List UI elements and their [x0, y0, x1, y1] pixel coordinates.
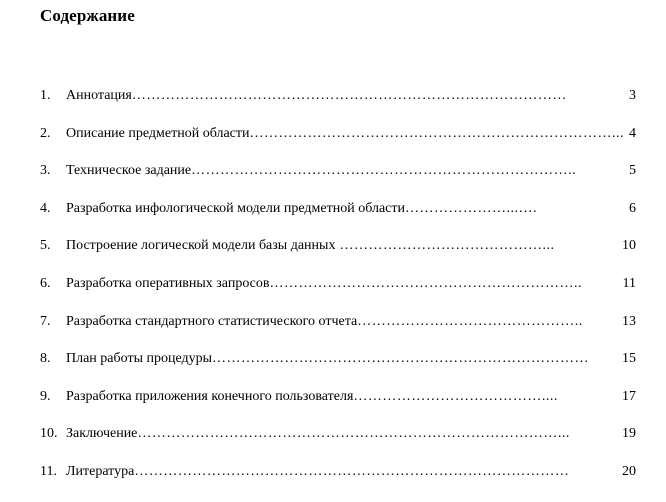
toc-entry	[40, 351, 636, 389]
toc-entry-page: 13	[622, 313, 636, 329]
toc-entry-page: 6	[629, 200, 636, 216]
toc-entry-leader: ……………………………………………………………………………...	[137, 426, 570, 442]
toc-entry	[40, 88, 636, 126]
toc-entry	[40, 314, 636, 352]
toc-entry-leader: ………………………………………………………………………………	[134, 463, 570, 479]
toc-entry-label: Разработка оперативных запросов	[66, 275, 270, 291]
toc-entry-label: План работы процедуры	[66, 351, 213, 367]
toc-entry	[40, 201, 636, 239]
toc-entry-leader: ………………………………………………………..	[269, 275, 583, 291]
toc-entry	[40, 126, 636, 164]
toc-entry-number: 3.	[40, 163, 51, 179]
toc-entry-leader: ………………………………………..	[357, 313, 583, 329]
document-title: Содержание	[40, 6, 135, 25]
toc-entry-label: Описание предметной области	[66, 125, 250, 141]
toc-entry-page: 15	[622, 351, 636, 367]
toc-entry-number: 6.	[40, 275, 51, 291]
toc-entry	[40, 276, 636, 314]
toc-entry-label: Разработка стандартного статистического отчета	[66, 313, 358, 329]
toc-entry-number: 1.	[40, 88, 51, 103]
toc-entry-number: 7.	[40, 313, 51, 329]
toc-entry-page: 11	[622, 275, 636, 291]
toc-entry-label: Техническое задание	[66, 163, 192, 179]
toc-entry-page: 17	[622, 388, 636, 404]
toc-entry-number: 10.	[40, 426, 58, 442]
toc-entry-number: 11.	[40, 463, 57, 479]
toc-entry-page: 20	[622, 463, 636, 479]
toc-entry-leader: …………………………………………………………………...	[249, 125, 625, 141]
toc-entry-leader: ……………………………………...	[335, 238, 555, 254]
toc-entry-number: 4.	[40, 200, 51, 216]
toc-entry-number: 5.	[40, 238, 51, 254]
toc-entry-page: 4	[629, 125, 636, 141]
toc-entry-label: Разработка инфологической модели предметной области	[66, 200, 405, 216]
toc-entry-leader: ………………………………………………………………………………	[131, 88, 567, 103]
toc-entry-label: Построение логической модели базы данных	[66, 238, 336, 254]
table-of-contents	[40, 88, 636, 502]
toc-entry-leader: …………………………………....	[353, 388, 558, 404]
toc-entry-number: 2.	[40, 125, 51, 141]
toc-entry-number: 8.	[40, 351, 51, 367]
toc-entry-page: 5	[629, 163, 636, 179]
toc-entry-leader: ……………………………………………………………………..	[191, 163, 577, 179]
toc-entry-number: 9.	[40, 388, 51, 404]
toc-entry-label: Литература	[66, 463, 135, 479]
toc-entry-leader: ……………………………………………………………………	[212, 351, 590, 367]
toc-entry-label: Разработка приложения конечного пользователя	[66, 388, 354, 404]
toc-entry	[40, 464, 636, 502]
toc-entry-page: 3	[629, 88, 636, 103]
toc-entry	[40, 389, 636, 427]
toc-entry-label: Заключение	[66, 426, 138, 442]
toc-entry-label: Аннотация	[66, 88, 132, 103]
toc-entry	[40, 238, 636, 276]
toc-entry-leader: …………………...….	[405, 200, 537, 216]
toc-entry-page: 10	[622, 238, 636, 254]
toc-entry-page: 19	[622, 426, 636, 442]
toc-entry	[40, 163, 636, 201]
toc-entry	[40, 426, 636, 464]
